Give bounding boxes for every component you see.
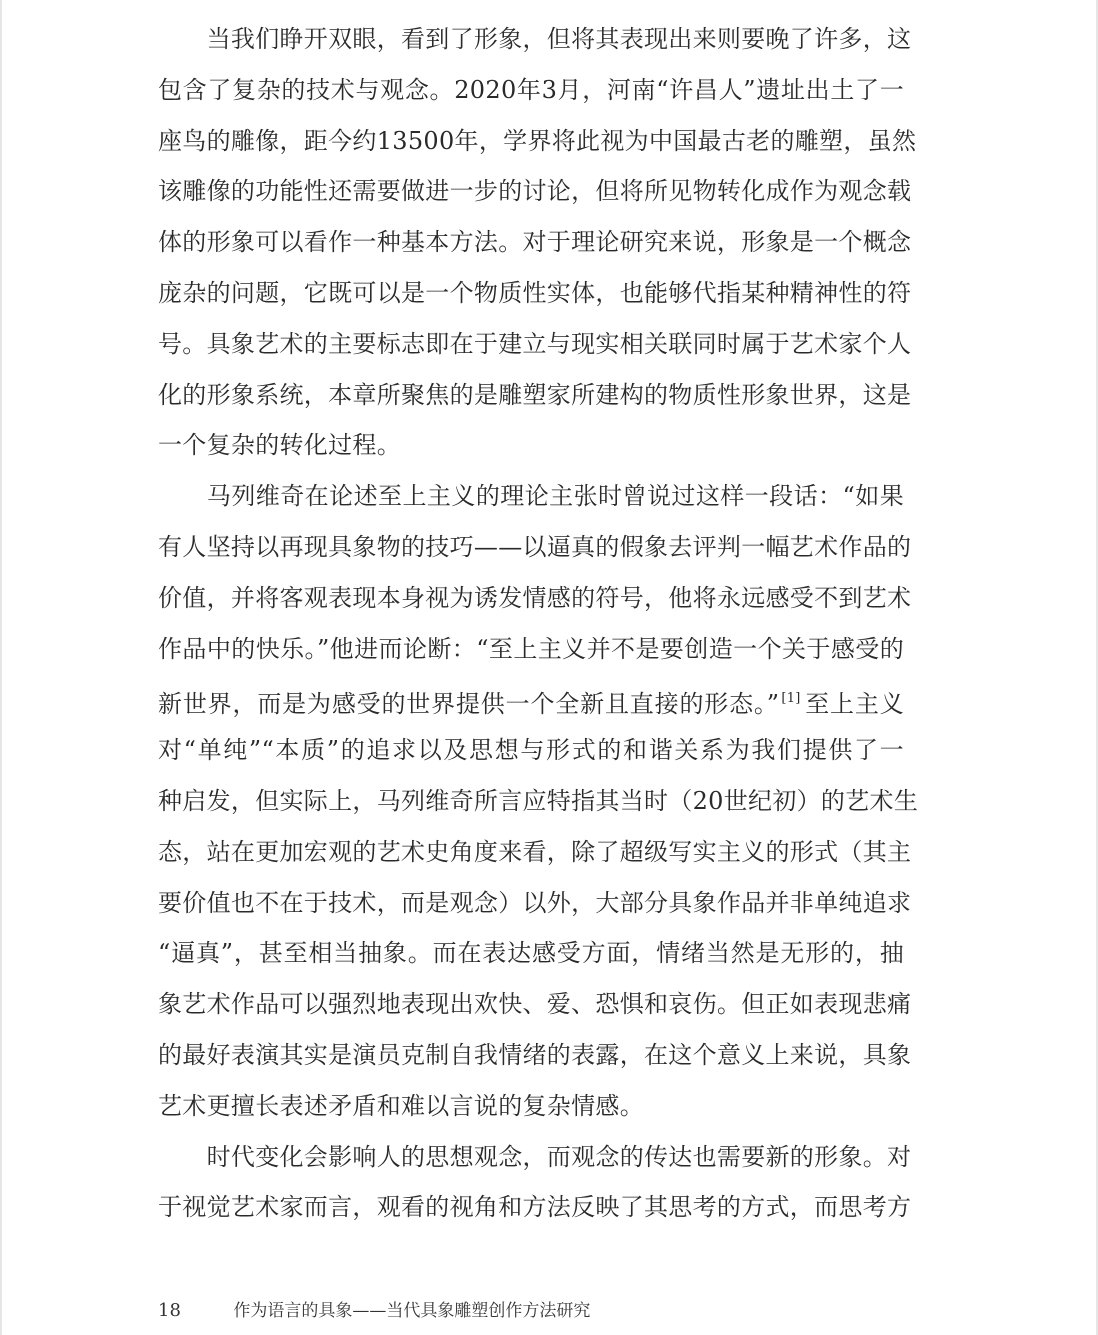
footnote-marker[interactable]: [1]	[781, 691, 801, 707]
page-footer	[158, 1296, 590, 1321]
text-line: 的最好表演其实是演员克制自我情绪的表露，在这个意义上来说，具象	[158, 1040, 912, 1069]
text-line: 艺术更擅长表述矛盾和难以言说的复杂情感。	[158, 1091, 644, 1120]
running-title: 作为语言的具象——当代具象雕塑创作方法研究	[233, 1301, 591, 1321]
text-line: 当我们睁开双眼，看到了形象，但将其表现出来则要晚了许多，这	[158, 25, 912, 53]
text-line: 于视觉艺术家而言，观看的视角和方法反映了其思考的方式，而思考方	[158, 1193, 912, 1222]
paragraph-1	[158, 14, 917, 471]
text-line: 对“单纯”“本质”的追求以及思想与形式的和谐关系为我们提供了一	[158, 736, 904, 765]
text-line: 马列维奇在论述至上主义的理论主张时曾说过这样一段话：“如果	[158, 482, 904, 511]
text-line: 一个复杂的转化过程。	[158, 431, 401, 460]
paragraph-2	[158, 471, 919, 1131]
text-line: 作品中的快乐。”他进而论断：“至上主义并不是要创造一个关于感受的	[158, 634, 904, 663]
text-line: 体的形象可以看作一种基本方法。对于理论研究来说，形象是一个概念	[158, 228, 912, 257]
text-line-with-footnote	[158, 674, 904, 725]
text-line: 时代变化会影响人的思想观念，而观念的传达也需要新的形象。对	[158, 1142, 912, 1171]
text-line: 化的形象系统，本章所聚焦的是雕塑家所建构的物质性形象世界，这是	[158, 380, 912, 409]
text-line: 庞杂的问题，它既可以是一个物质性实体，也能够代指某种精神性的符	[158, 278, 912, 307]
text-segment: 新世界，而是为感受的世界提供一个全新且直接的形态。”	[158, 690, 780, 719]
paragraph-3	[158, 1132, 912, 1234]
text-line: 要价值也不在于技术，而是观念）以外，大部分具象作品并非单纯追求	[158, 888, 912, 917]
body-text	[158, 14, 919, 1233]
text-line: 包含了复杂的技术与观念。2020年3月，河南“许昌人”遗址出土了一	[158, 75, 904, 104]
text-line: 象艺术作品可以强烈地表现出欢快、爱、恐惧和哀伤。但正如表现悲痛	[158, 990, 912, 1019]
text-line: 号。具象艺术的主要标志即在于建立与现实相关联同时属于艺术家个人	[158, 329, 912, 358]
text-segment: 至上主义	[804, 690, 904, 719]
text-line: 座鸟的雕像，距今约13500年，学界将此视为中国最古老的雕塑，虽然	[158, 126, 917, 155]
text-line: “逼真”，甚至相当抽象。而在表达感受方面，情绪当然是无形的，抽	[158, 939, 904, 968]
page-number: 18	[158, 1300, 181, 1321]
text-line: 种启发，但实际上，马列维奇所言应特指其当时（20世纪初）的艺术生	[158, 786, 919, 815]
text-line: 价值，并将客观表现本身视为诱发情感的符号，他将永远感受不到艺术	[158, 583, 912, 612]
text-line: 态，站在更加宏观的艺术史角度来看，除了超级写实主义的形式（其主	[158, 837, 912, 866]
text-line: 该雕像的功能性还需要做进一步的讨论，但将所见物转化成作为观念载	[158, 177, 912, 206]
text-line: 有人坚持以再现具象物的技巧——以逼真的假象去评判一幅艺术作品的	[158, 532, 912, 561]
